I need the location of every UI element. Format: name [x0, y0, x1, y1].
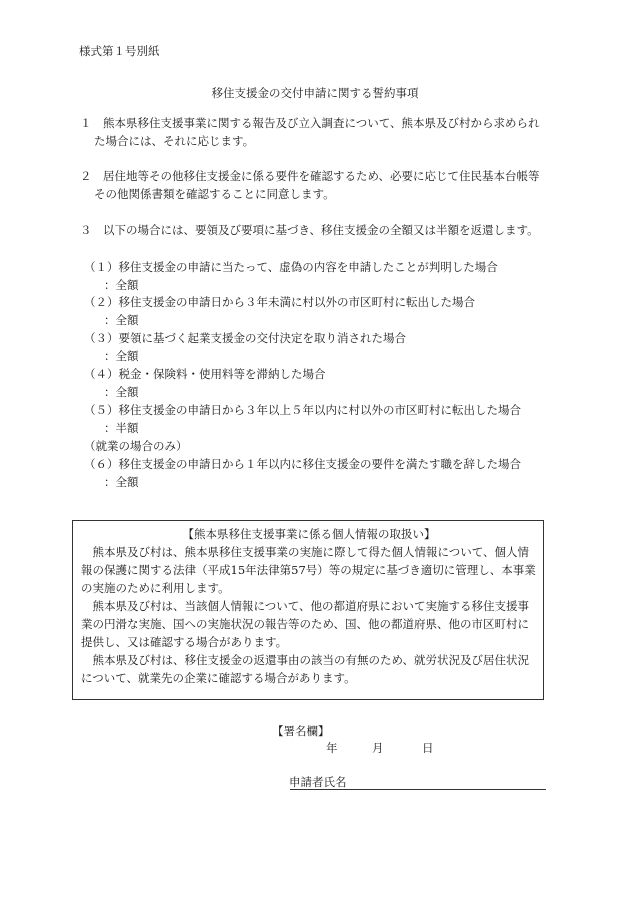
- privacy-line: の実施のために利用します。: [81, 581, 230, 595]
- case-3-label: （３）要領に基づく起業支援金の交付決定を取り消された場合: [84, 331, 406, 345]
- applicant-name-field[interactable]: [290, 789, 546, 790]
- case-5-result: ：半額: [104, 421, 139, 435]
- case-4-label: （４）税金・保険料・使用料等を滞納した場合: [84, 367, 326, 381]
- document-title: 移住支援金の交付申請に関する誓約事項: [211, 86, 419, 100]
- month-label: 月: [372, 741, 384, 755]
- day-label: 日: [422, 741, 434, 755]
- privacy-title: 【熊本県移住支援事業に係る個人情報の取扱い】: [182, 527, 436, 541]
- privacy-line: 熊本県及び村は、当該個人情報について、他の都道府県において実施する移住支援事: [81, 599, 530, 613]
- pledge-item-1: １ 熊本県移住支援事業に関する報告及び立入調査について、熊本県及び村から求められ: [80, 116, 540, 130]
- case-5-label: （５）移住支援金の申請日から３年以上５年以内に村以外の市区町村に転出した場合: [84, 403, 521, 417]
- pledge-item-3: ３ 以下の場合には、要領及び要項に基づき、移住支援金の全額又は半額を返還します。: [80, 223, 539, 237]
- privacy-line: 業の円滑な実施、国への実施状況の報告等のため、国、他の都道府県、他の市区町村に: [81, 617, 530, 631]
- privacy-line: 熊本県及び村は、移住支援金の返還事由の該当の有無のため、就労状況及び居住状況: [81, 653, 530, 667]
- pledge-item-1-cont: た場合には、それに応じます。: [94, 134, 255, 148]
- case-1-result: ：全額: [104, 278, 139, 292]
- pledge-item-2: ２ 居住地等その他移住支援金に係る要件を確認するため、必要に応じて住民基本台帳等: [80, 169, 540, 183]
- case-1-label: （１）移住支援金の申請に当たって、虚偽の内容を申請したことが判明した場合: [84, 260, 498, 274]
- applicant-name-label: 申請者氏名: [289, 775, 347, 789]
- signature-heading: 【署名欄】: [272, 724, 330, 738]
- privacy-box: [72, 520, 544, 700]
- case-4-result: ：全額: [104, 385, 139, 399]
- privacy-line: 報の保護に関する法律（平成15年法律第57号）等の規定に基づき適切に管理し、本事業: [81, 563, 536, 577]
- form-label: 様式第１号別紙: [79, 44, 160, 58]
- case-6-label: （６）移住支援金の申請日から１年以内に移住支援金の要件を満たす職を辞した場合: [84, 457, 521, 471]
- case-2-result: ：全額: [104, 313, 139, 327]
- pledge-item-2-cont: その他関係書類を確認することに同意します。: [94, 187, 335, 201]
- case-6-result: ：全額: [104, 475, 139, 489]
- year-label: 年: [326, 741, 338, 755]
- signature-date-row: [326, 739, 434, 757]
- privacy-line: 提供し、又は確認する場合があります。: [81, 635, 288, 649]
- case-3-result: ：全額: [104, 349, 139, 363]
- privacy-line: 熊本県及び村は、熊本県移住支援事業の実施に際して得た個人情報について、個人情: [81, 545, 530, 559]
- employment-note: （就業の場合のみ）: [84, 439, 188, 453]
- case-2-label: （２）移住支援金の申請日から３年未満に村以外の市区町村に転出した場合: [84, 295, 475, 309]
- privacy-line: について、就業先の企業に確認する場合があります。: [81, 671, 356, 685]
